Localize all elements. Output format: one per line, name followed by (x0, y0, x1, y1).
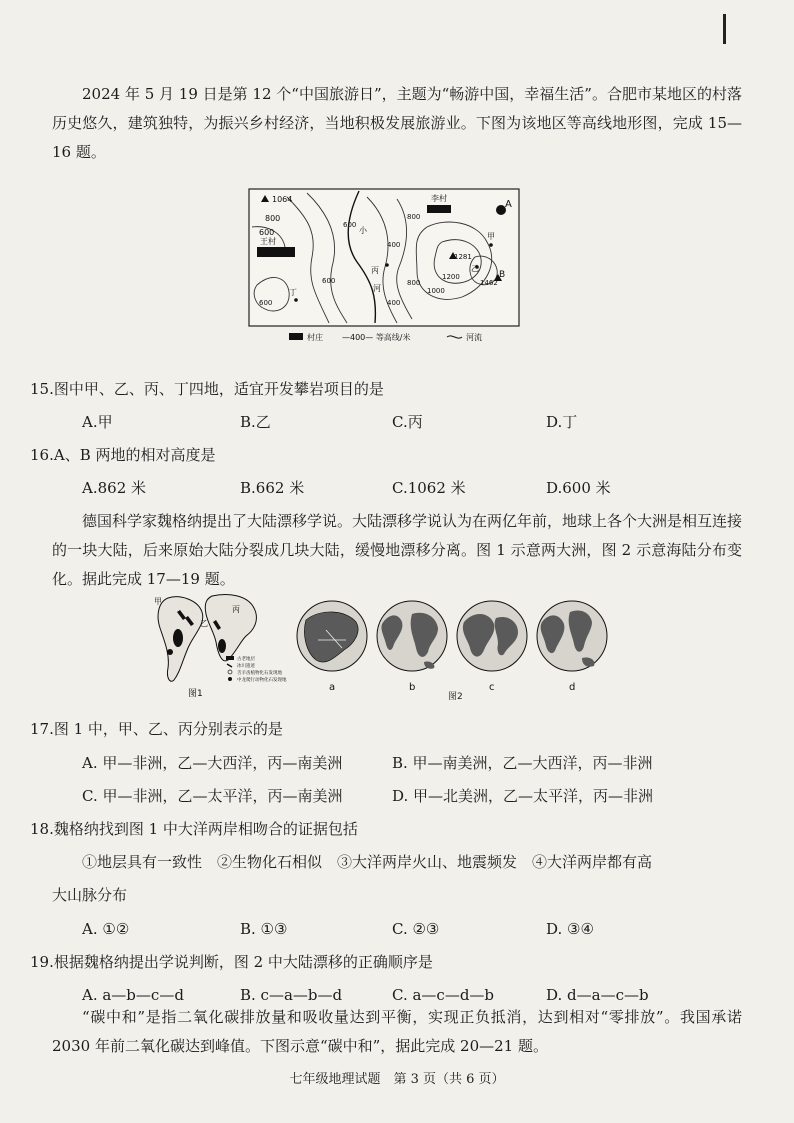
elev-1281-label: 1281 (454, 253, 472, 261)
q17-option-a[interactable]: A. 甲—非洲，乙—大西洋，丙—南美洲 (82, 754, 343, 772)
point-a-label: A (505, 199, 512, 210)
globe-c-label: c (489, 682, 495, 693)
contour-label: 400 (387, 299, 401, 307)
q16-option-b[interactable]: B.662 米 (240, 479, 305, 497)
fig1-legend-item: 舌羊齿植物化石发现地 (237, 671, 282, 676)
q15-option-d[interactable]: D.丁 (546, 413, 578, 431)
q15-option-c[interactable]: C.丙 (392, 413, 423, 431)
q19-stem: 19.根据魏格纳提出学说判断，图 2 中大陆漂移的正确顺序是 (30, 953, 433, 971)
village-li-marker (427, 205, 451, 213)
village-wang-marker (257, 247, 295, 257)
figure-2-globes (292, 596, 617, 700)
globe-b-label: b (409, 682, 416, 693)
q19-option-b[interactable]: B. c—a—b—d (240, 986, 343, 1004)
q16-option-d[interactable]: D.600 米 (546, 479, 611, 497)
contour-label: 800 (265, 214, 281, 223)
contour-label: 800 (407, 279, 421, 287)
legend-contour-label: —400— 等高线/米 (342, 333, 411, 342)
fig2-caption: 图2 (448, 692, 463, 702)
q19-option-d[interactable]: D. d—a—c—b (546, 986, 649, 1004)
village-li-label: 李村 (431, 194, 447, 203)
contour-label: 400 (387, 241, 401, 249)
q17-option-b[interactable]: B. 甲—南美洲，乙—大西洋，丙—非洲 (392, 754, 653, 772)
village-wang-label: 王村 (260, 237, 276, 246)
q15-option-a[interactable]: A.甲 (82, 413, 113, 431)
globe-d (537, 601, 607, 671)
page-corner-mark (723, 14, 726, 44)
q16-stem: 16.A、B 两地的相对高度是 (30, 446, 216, 464)
contour-map (247, 187, 524, 347)
fig1-label-yi: 乙 (200, 619, 208, 628)
fig1-label-jia: 甲 (154, 597, 162, 606)
q18-option-d[interactable]: D. ③④ (546, 920, 594, 938)
intro-paragraph-carbon: “碳中和”是指二氧化碳排放量和吸收量达到平衡，实现正负抵消，达到相对“零排放”。我国承诺 2030 年前二氧化碳达到峰值。下图示意“碳中和”，据此完成 20—21 题。 (52, 1008, 742, 1055)
point-bing-label: 丙 (371, 266, 379, 275)
q18-items-line2: 大山脉分布 (52, 886, 128, 904)
globe-c (457, 601, 527, 671)
q17-option-c[interactable]: C. 甲—非洲，乙—太平洋，丙—南美洲 (82, 787, 343, 805)
elev-1064-label: 1064 (272, 195, 293, 204)
q18-stem: 18.魏格纳找到图 1 中大洋两岸相吻合的证据包括 (30, 820, 358, 838)
river-label: 小 (359, 226, 367, 235)
globe-d-label: d (569, 682, 576, 693)
point-ding-label: 丁 (289, 288, 297, 297)
river-label: 河 (373, 284, 381, 293)
contour-label: 1200 (442, 273, 460, 281)
page-footer: 七年级地理试题 第 3 页（共 6 页） (289, 1072, 505, 1087)
figure-1-continents (150, 590, 287, 700)
contour-label: 600 (259, 228, 275, 237)
q18-option-c[interactable]: C. ②③ (392, 920, 440, 938)
africa-shape (205, 595, 256, 661)
q18-option-a[interactable]: A. ①② (82, 920, 130, 938)
fig1-legend (226, 655, 287, 683)
globe-a-label: a (329, 682, 336, 693)
intro-paragraph-tourism: 2024 年 5 月 19 日是第 12 个“中国旅游日”，主题为“畅游中国，幸福生活”。合肥市某地区的村落历史悠久，建筑独特，为振兴乡村经济，当地积极发展旅游业。下图为该地区等高线地形图，完成 15—16 题。 (52, 85, 742, 161)
q17-stem: 17.图 1 中，甲、乙、丙分别表示的是 (30, 720, 283, 738)
contour-label: 600 (322, 277, 336, 285)
contour-label: 600 (343, 221, 357, 229)
map-legend (289, 332, 482, 342)
intro-paragraph-drift: 德国科学家魏格纳提出了大陆漂移学说。大陆漂移学说认为在两亿年前，地球上各个大洲是相互连接的一块大陆，后来原始大陆分裂成几块大陆，缓慢地漂移分离。图 1 示意两大洲，图 2 示意海陆分布变化。据此完成 17—19 题。 (52, 512, 743, 588)
q18-items-line1: ①地层具有一致性 ②生物化石相似 ③大洋两岸火山、地震频发 ④大洋两岸都有高 (82, 853, 653, 871)
elev-1462-label: 1462 (480, 279, 498, 287)
contour-label: 1000 (427, 287, 445, 295)
legend-river-label: 河流 (466, 333, 482, 342)
fig1-legend-item: 古老地层 (237, 657, 255, 662)
q17-option-d[interactable]: D. 甲—北美洲，乙—太平洋，丙—非洲 (392, 787, 654, 805)
q16-option-a[interactable]: A.862 米 (82, 479, 146, 497)
fig1-caption: 图1 (188, 689, 203, 699)
point-b-label: B (499, 270, 506, 280)
fig1-legend-item: 冰川遗迹 (237, 664, 255, 669)
q15-stem: 15.图中甲、乙、丙、丁四地，适宜开发攀岩项目的是 (30, 380, 384, 398)
contour-label: 800 (407, 213, 421, 221)
q18-option-b[interactable]: B. ①③ (240, 920, 288, 938)
q19-option-c[interactable]: C. a—c—d—b (392, 986, 495, 1004)
contour-label: 600 (259, 299, 273, 307)
q19-option-a[interactable]: A. a—b—c—d (82, 986, 184, 1004)
fig1-legend-item: 中龙爬行动物化石发现地 (237, 678, 287, 683)
legend-village-label: 村庄 (307, 333, 323, 342)
globe-a (297, 601, 367, 671)
point-jia-label: 甲 (487, 232, 495, 241)
point-yi-label: 乙 (471, 264, 479, 273)
q15-option-b[interactable]: B.乙 (240, 413, 271, 431)
globe-b (377, 601, 447, 671)
q16-option-c[interactable]: C.1062 米 (392, 479, 466, 497)
fig1-label-bing: 丙 (232, 605, 240, 614)
